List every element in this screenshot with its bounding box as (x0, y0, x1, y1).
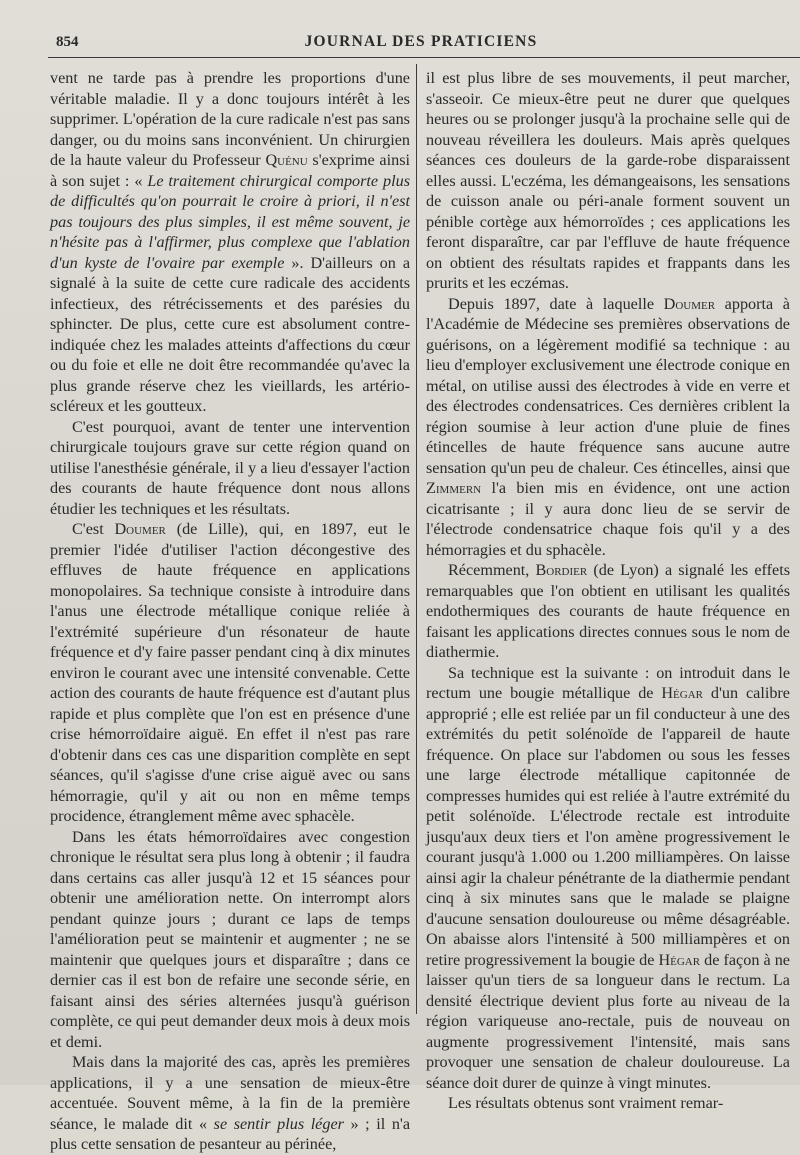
author-name: Quénu (265, 151, 308, 169)
page-header (42, 30, 800, 54)
left-column (50, 68, 410, 1155)
author-name: Hégar (661, 684, 703, 702)
author-name: Doumer (114, 520, 166, 538)
paragraph: C'est Doumer (de Lille), qui, en 1897, eut le premier l'idée d'utiliser l'action décongestive des effluves de haute fréquence en applications monopolaires. Sa technique consiste à introduire dans l'anus une électrode métallique conique reliée à l'extrémité supérieure d'un résonateur de haute fréquence et d'y faire passer pendant cinq à dix minutes environ le courant avec une intensité convenable. Cette action des courants de haute fréquence est d'autant plus rapide et plus complète que l'on est en présence d'une crise hémorroïdaire aiguë. En effet il n'est pas rare d'obtenir dans ces cas une disparition complète en sept séances, qu'il s'agisse d'une crise aiguë avec ou sans hémorragie, qu'il y ait ou non en même temps procidence, étranglement même avec sphacèle. (50, 520, 410, 825)
running-title: JOURNAL DES PRATICIENS (304, 33, 538, 50)
column-divider (416, 64, 417, 1014)
author-name: Bordier (535, 561, 588, 579)
author-name: Zimmern (426, 479, 482, 497)
page-number: 854 (56, 34, 79, 50)
paragraph: vent ne tarde pas à prendre les proportions d'une véritable maladie. Il y a donc toujours intérêt à les supprimer. L'opération de la cure radicale n'est pas sans danger, ou du moins sans inconvénient. Un chirurgien de la haute valeur du Professeur Quénu s'exprime ainsi à son sujet : « Le traitement chirurgical comporte plus de difficultés qu'on pourrait le croire à priori, il n'est pas toujours des plus simples, il est même souvent, je n'hésite pas à l'affirmer, plus complexe que l'ablation d'un kyste de l'ovaire par exemple ». D'ailleurs on a signalé à la suite de cette cure radicale des accidents infectieux, des rétrécissements et des parésies du sphincter. De plus, cette cure est absolument contre-indiquée chez les malades atteints d'affections du cœur ou du foie et elle ne doit être recommandée qu'avec la plus grande réserve chez les vieillards, les artério-scléreux et les goutteux. (50, 69, 411, 415)
author-name: Doumer (663, 294, 716, 313)
paragraph: Les résultats obtenus sont vraiment remar- (448, 1094, 724, 1112)
paragraph: Récemment, Bordier (de Lyon) a signalé les effets remarquables que l'on obtient en utilisant les qualités endothermiques des courants de haute fréquence en faisant les applications directes connues sous le nom de diathermie. (426, 561, 790, 661)
paragraph: Mais dans la majorité des cas, après les premières applications, il y a une sensation de mieux-être accentuée. Souvent même, à la fin de la première séance, le malade dit « se sentir plus léger » ; il n'a plus cette sensation de pesanteur au périnée, (50, 1053, 411, 1153)
paragraph: Sa technique est la suivante : on introduit dans le rectum une bougie métallique de Hégar d'un calibre approprié ; elle est reliée par un fil conducteur à une des extrémités du petit solénoïde de l'appareil de haute fréquence. On place sur l'abdomen ou sous les fesses une large électrode métallique capitonnée de compresses humides qui est reliée à l'autre extrémité du petit solénoïde. L'électrode rectale est introduite jusqu'aux deux tiers et l'on amène progressivement le courant jusqu'à 1.000 ou 1.200 milliampères. On laisse ainsi agir la chaleur pénétrante de la diathermie pendant cinq à six minutes sans que le malade se plaigne d'aucune sensation douloureuse ou même désagréable. On abaisse alors l'intensité à 500 milliampères et on retire progressivement la bougie de Hégar de façon à ne laisser qu'un tiers de sa longueur dans le rectum. La densité électrique devient plus forte au niveau de la région variqueuse ano-rectale, puis de nouveau on augmente progressivement l'intensité, mais sans provoquer une sensation de chaleur douloureuse. La séance doit durer de quinze à vingt minutes. (426, 663, 790, 1092)
quotation: se sentir plus léger (213, 1114, 344, 1133)
header-rule (48, 57, 800, 58)
paragraph: Dans les états hémorroïdaires avec congestion chronique le résultat sera plus long à obtenir ; il faudra dans certains cas aller jusqu'à 12 et 15 séances pour obtenir une amélioration nette. On interrompt alors pendant quinze jours ; durant ce laps de temps l'amélioration peut se maintenir et augmenter ; ne se maintenir que quelques jours et disparaître ; dans ce dernier cas il est bon de refaire une seconde série, en faisant ainsi des séries alternées jusqu'à guérison complète, ce qui peut demander deux mois à deux mois et demi. (50, 827, 410, 1051)
quotation: Le traitement chirurgical comporte plus de difficultés qu'on pourrait le croire à priori, il n'est pas toujours des plus simples, il est même souvent, je n'hésite pas à l'affirmer, plus complexe que l'ablation d'un kyste de l'ovaire par exemple (50, 171, 410, 272)
author-name: Hégar (658, 950, 701, 969)
paragraph: il est plus libre de ses mouvements, il peut marcher, s'asseoir. Ce mieux-être peut ne durer que quelques heures ou se prolonger jusqu'à la prochaine selle qui de nouveau réveillera les douleurs. Mais après quelques séances ces douleurs de la garde-robe disparaissent elles aussi. L'eczéma, les démangeaisons, les sensations de cuisson anale ou péri-anale forment souvent un pénible cortège aux hémorroïdes ; ces applications les feront disparaître, car par l'effluve de haute fréquence on obtient des résultats rapides et frappants dans les prurits et les eczémas. (426, 69, 790, 292)
right-column (426, 68, 790, 1114)
paragraph: Depuis 1897, date à laquelle Doumer apporta à l'Académie de Médecine ses premières observations de guérisons, on a légèrement modifié sa technique : au lieu d'employer exclusivement une électrode conique en métal, on utilise aussi des électrodes à vide en verre et des électrodes condensatrices. Ces dernières criblent la région soumise à leur action d'une pluie de fines étincelles de haute fréquence sans aucune autre sensation qu'un peu de chaleur. Ces étincelles, ainsi que Zimmern l'a bien mis en évidence, ont une action cicatrisante ; il y aura donc lieu de se servir de l'électrode condensatrice chaque fois qu'il y a des hémorragies et du sphacèle. (426, 294, 790, 559)
paragraph: C'est pourquoi, avant de tenter une intervention chirurgicale toujours grave sur cette région quand on utilise l'anesthésie générale, il y a lieu d'essayer l'action des courants de haute fréquence dont nous allons étudier les techniques et les résultats. (50, 417, 410, 518)
